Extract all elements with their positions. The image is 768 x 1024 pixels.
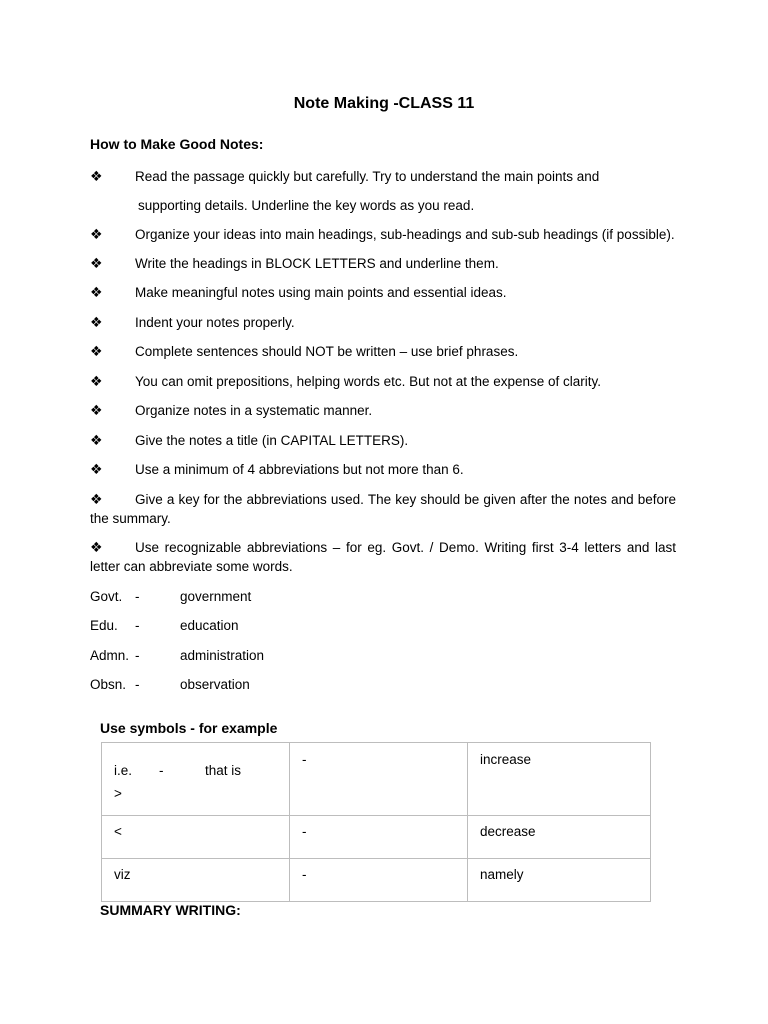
table-cell (102, 816, 290, 859)
item-text: Use recognizable abbreviations – for eg. Govt. / Demo. Writing first 3-4 letters and last letter can abbreviate some words. (90, 539, 676, 574)
table-cell (290, 816, 468, 859)
cell-meaning: that is (205, 763, 242, 778)
diamond-bullet-icon: ❖ (90, 226, 103, 242)
cell-dash: - (302, 752, 307, 767)
diamond-bullet-icon: ❖ (90, 284, 103, 300)
list-item (90, 490, 676, 529)
list-item (90, 167, 676, 215)
table-row (102, 743, 651, 816)
table-cell (468, 816, 651, 859)
item-continuation: supporting details. Underline the key words as you read. (138, 197, 475, 213)
list-item (90, 254, 676, 274)
abbreviation-dash: - (135, 618, 140, 633)
abbreviation-dash: - (135, 677, 140, 692)
list-item (90, 538, 676, 577)
how-to-heading: How to Make Good Notes: (90, 136, 264, 152)
abbreviation-row (90, 675, 676, 705)
list-item (90, 342, 676, 362)
diamond-bullet-icon: ❖ (90, 254, 103, 271)
item-text: Organize your ideas into main headings, sub-headings and sub-sub headings (if possible). (135, 227, 675, 242)
diamond-bullet-icon: ❖ (90, 538, 103, 555)
diamond-bullet-icon: ❖ (90, 168, 103, 184)
item-text: Organize notes in a systematic manner. (135, 403, 373, 418)
abbreviation-meaning: government (180, 588, 252, 604)
cell-meaning: increase (480, 752, 532, 767)
item-text: Indent your notes properly. (135, 314, 295, 330)
list-item (90, 313, 676, 333)
list-item (90, 225, 676, 245)
table-row (102, 859, 651, 902)
list-item (90, 283, 676, 303)
abbreviation-short: Obsn. (90, 677, 127, 692)
list-item (90, 460, 676, 480)
table-cell (290, 859, 468, 902)
diamond-bullet-icon: ❖ (90, 490, 103, 507)
symbols-table (101, 742, 651, 902)
list-item (90, 431, 676, 451)
abbreviation-dash: - (135, 588, 140, 604)
abbreviation-short: Admn. (90, 647, 130, 663)
diamond-bullet-icon: ❖ (90, 372, 103, 389)
table-row (102, 816, 651, 859)
item-text: Write the headings in BLOCK LETTERS and underline them. (135, 255, 499, 271)
table-cell (468, 859, 651, 902)
abbreviation-meaning: administration (180, 647, 265, 663)
abbreviation-row (90, 616, 676, 646)
item-text: Make meaningful notes using main points and essential ideas. (135, 285, 507, 300)
cell-dash: - (302, 867, 307, 882)
cell-dash: - (159, 763, 164, 778)
diamond-bullet-icon: ❖ (90, 313, 103, 330)
abbreviation-meaning: observation (180, 677, 250, 692)
cell-meaning: decrease (480, 824, 536, 839)
table-cell (102, 743, 290, 816)
table-cell (290, 743, 468, 816)
cell-symbol: > (114, 786, 122, 801)
item-text: Complete sentences should NOT be written – use brief phrases. (135, 344, 519, 359)
item-text: Use a minimum of 4 abbreviations but not more than 6. (135, 462, 464, 477)
symbols-heading: Use symbols - for example (100, 720, 278, 736)
list-item (90, 372, 676, 392)
diamond-bullet-icon: ❖ (90, 461, 103, 477)
cell-symbol: viz (114, 867, 131, 882)
abbreviation-dash: - (135, 647, 140, 663)
cell-dash: - (302, 824, 307, 839)
page-title: Note Making -CLASS 11 (293, 95, 475, 112)
item-text: You can omit prepositions, helping words etc. But not at the expense of clarity. (135, 373, 602, 389)
table-cell (468, 743, 651, 816)
cell-meaning: namely (480, 867, 524, 882)
abbreviation-row (90, 587, 676, 617)
table-cell (102, 859, 290, 902)
summary-heading: SUMMARY WRITING: (100, 902, 241, 918)
item-text: Give a key for the abbreviations used. The key should be given after the notes and before the summary. (90, 491, 676, 526)
cell-symbol: < (114, 824, 122, 839)
abbreviation-meaning: education (180, 618, 239, 633)
abbreviation-short: Govt. (90, 588, 123, 604)
item-text: Read the passage quickly but carefully. Try to understand the main points and (135, 169, 600, 184)
cell-abbreviation: i.e. (114, 763, 133, 778)
abbreviation-row (90, 646, 676, 676)
bullet-list (90, 167, 676, 705)
diamond-bullet-icon: ❖ (90, 343, 103, 359)
diamond-bullet-icon: ❖ (90, 431, 103, 448)
list-item (90, 401, 676, 421)
abbreviation-short: Edu. (90, 618, 118, 633)
item-text: Give the notes a title (in CAPITAL LETTERS). (135, 432, 409, 448)
diamond-bullet-icon: ❖ (90, 402, 103, 418)
